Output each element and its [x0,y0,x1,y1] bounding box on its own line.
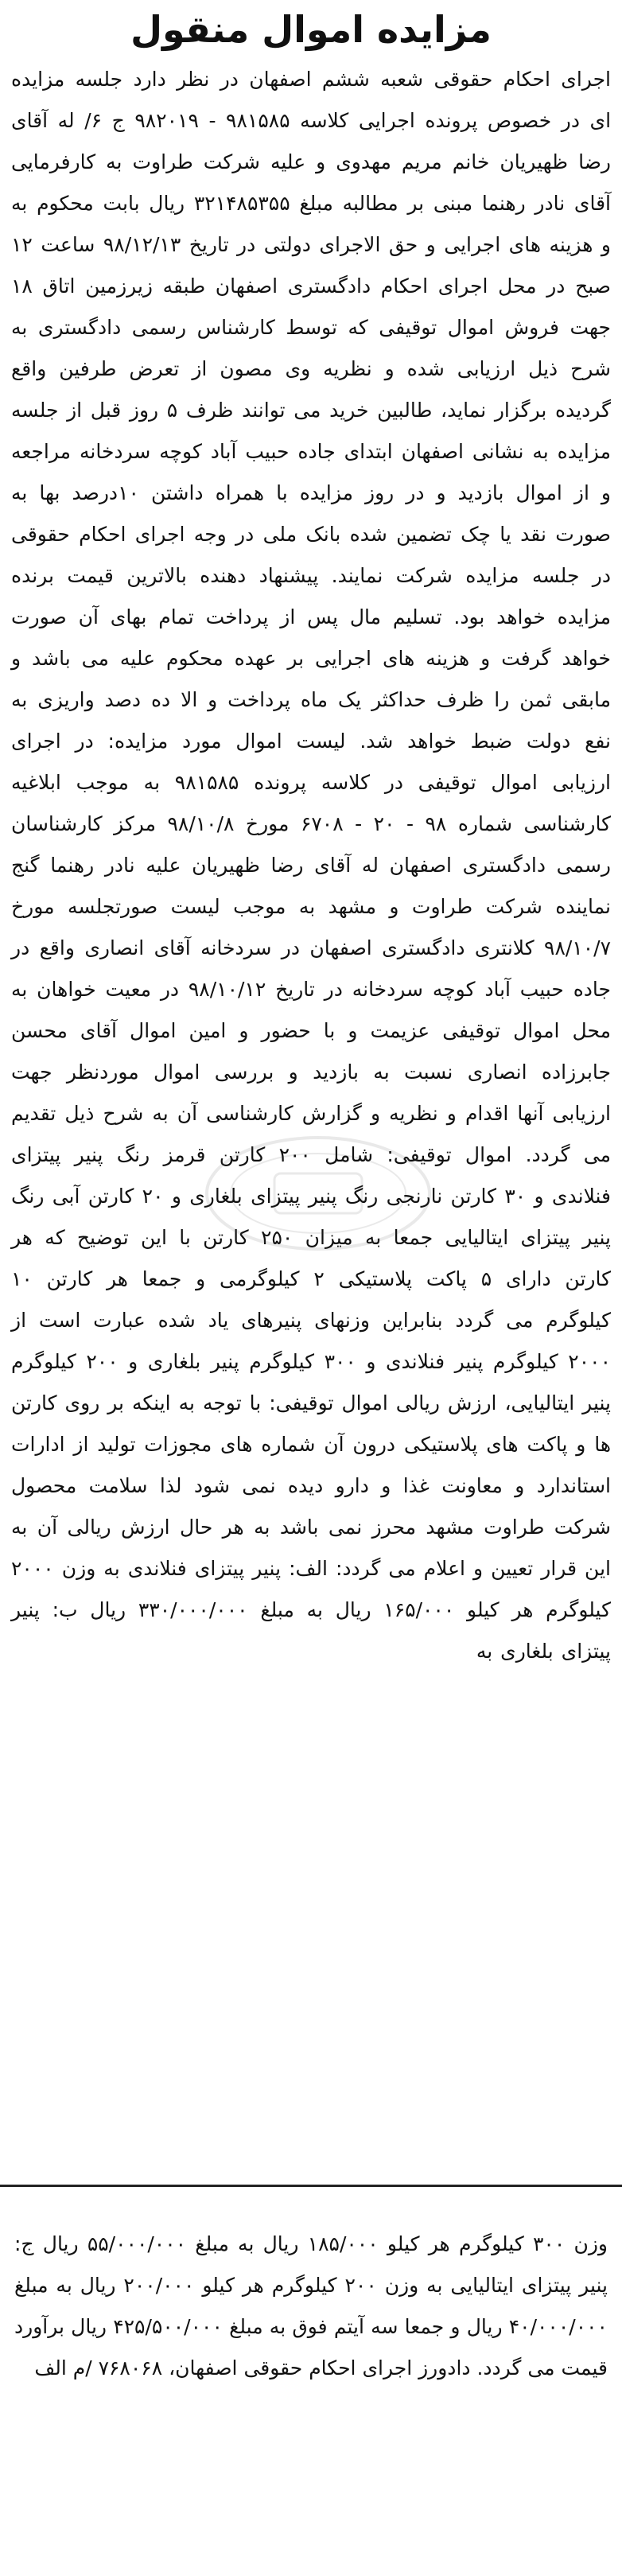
notice-footer [0,2224,622,2389]
section-divider [0,2185,622,2187]
notice-title: مزایده اموال منقول [130,8,492,51]
footer-text: وزن ۳۰۰ کیلوگرم هر کیلو ۱۸۵/۰۰۰ ریال به مبلغ ۵۵/۰۰۰/۰۰۰ ریال ج: پنیر پیتزای ایتالیایی به وزن ۲۰۰ کیلوگرم هر کیلو ۲۰۰/۰۰۰ ریال به مبلغ ۴۰/۰۰۰/۰۰۰ ریال و جمعا سه آیتم فوق به مبلغ ۴۲۵/۵۰۰/۰۰۰ ریال برآورد قیمت می گردد. دادورز اجرای احکام حقوقی اصفهان، ۷۶۸۰۶۸ /م الف [14,2232,608,2379]
notice-body [11,59,611,1672]
notice-paragraph: اجرای احکام حقوقی شعبه ششم اصفهان در نظر دارد جلسه مزایده ای در خصوص پرونده اجرایی کلاسه ۹۸۱۵۸۵ - ۹۸۲۰۱۹ ج ۶/ له آقای رضا ظهیریان خانم مریم مهدوی و علیه شرکت طراوت به کارفرمایی آقای نادر رهنما مبنی بر مطالبه مبلغ ۳۲۱۴۸۵۳۵۵ ریال بابت محکوم به و هزینه های اجرایی و حق الاجرای دولتی در تاریخ ۹۸/۱۲/۱۳ ساعت ۱۲ صبح در محل اجرای احکام دادگستری اصفهان طبقه زیرزمین اتاق ۱۸ جهت فروش اموال توقیفی که توسط کارشناس رسمی دادگستری به شرح ذیل ارزیابی شده و نظریه وی مصون از تعرض طرفین واقع گردیده برگزار نماید، طالبین خرید می توانند ظرف ۵ روز قبل از جلسه مزایده به نشانی اصفهان ابتدای جاده حبیب آباد کوچه سردخانه مراجعه و از اموال بازدید و در روز مزایده با همراه داشتن ۱۰درصد بها به صورت نقد یا چک تضمین شده بانک ملی در وجه اجرای احکام حقوقی در جلسه مزایده شرکت نمایند. پیشنهاد دهنده بالاترین قیمت برنده مزایده خواهد بود. تسلیم مال پس از پرداخت تمام بهای آن صورت خواهد گرفت و هزینه های اجرایی بر عهده محکوم علیه می باشد و مابقی ثمن را ظرف حداکثر یک ماه پرداخت و الا ده دصد واریزی به نفع دولت ضبط خواهد شد. لیست اموال مورد مزایده: در اجرای ارزیابی اموال توقیفی در کلاسه پرونده ۹۸۱۵۸۵ به موجب ابلاغیه کارشناسی شماره ۹۸ - ۲۰ - ۶۷۰۸ مورخ ۹۸/۱۰/۸ مرکز کارشناسان رسمی دادگستری اصفهان له آقای رضا ظهیریان علیه نادر رهنما گنج نماینده شرکت طراوت و مشهد به موجب لیست صورتجلسه مورخ ۹۸/۱۰/۷ کلانتری دادگستری اصفهان در سردخانه آقای انصاری واقع در جاده حبیب آباد کوچه سردخانه در تاریخ ۹۸/۱۰/۱۲ در معیت خواهان به محل اموال توقیفی عزیمت و با حضور و امین اموال آقای محسن جابرزاده انصاری نسبت به بازدید و بررسی اموال موردنظر جهت ارزیابی آنها اقدام و نظریه و گزارش کارشناسی آن به شرح ذیل تقدیم می گردد. اموال توقیفی: شامل ۲۰۰ کارتن قرمز رنگ پنیر پیتزای فنلاندی و ۳۰ کارتن نارنجی رنگ پنیر پیتزای بلغاری و ۲۰ کارتن آبی رنگ پنیر پیتزای ایتالیایی جمعا به میزان ۲۵۰ کارتن با این توضیح که هر کارتن دارای ۵ پاکت پلاستیکی ۲ کیلوگرمی و جمعا هر کارتن ۱۰ کیلوگرم می گردد بنابراین وزنهای پنیرهای یاد شده عبارت است از ۲۰۰۰ کیلوگرم پنیر فنلاندی و ۳۰۰ کیلوگرم پنیر بلغاری و ۲۰۰ کیلوگرم پنیر ایتالیایی، ارزش ریالی اموال توقیفی: با توجه به اینکه بر روی کارتن ها و پاکت های پلاستیکی درون آن شماره های مجوزات تولید از ادارات استاندارد و معاونت غذا و دارو دیده نمی شود لذا سلامت محصول شرکت طراوت مشهد محرز نمی باشد به هر حال ارزش ریالی آن به این قرار تعیین و اعلام می گردد: الف: پنیر پیتزای فنلاندی به وزن ۲۰۰۰ کیلوگرم هر کیلو ۱۶۵/۰۰۰ ریال به مبلغ ۳۳۰/۰۰۰/۰۰۰ ریال ب: پنیر پیتزای بلغاری به [11,68,612,1663]
